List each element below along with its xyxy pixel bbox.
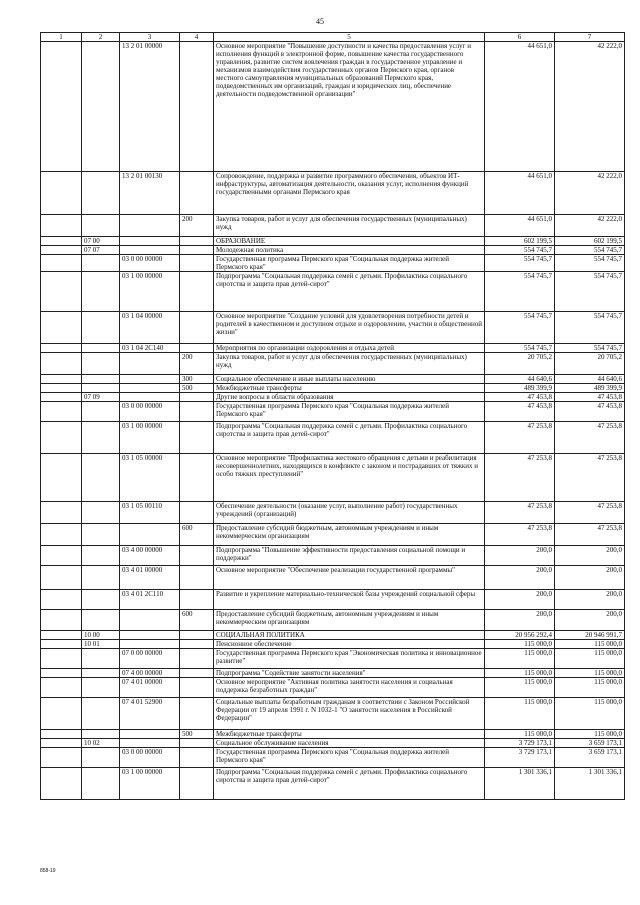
table-row: [41, 678, 625, 698]
target-article-cell: 03 1 05 00000: [120, 454, 180, 502]
amount-2021-cell: 200,0: [555, 566, 625, 590]
section-code-cell: [82, 215, 120, 237]
amount-2020-cell: 47 253,8: [485, 454, 555, 502]
table-row: [41, 739, 625, 748]
target-article-cell: [120, 610, 180, 631]
expense-type-cell: [180, 344, 214, 353]
col-1-cell: [41, 524, 82, 546]
section-code-cell: [82, 649, 120, 669]
target-article-cell: [120, 215, 180, 237]
expense-type-cell: [180, 255, 214, 272]
table-row: [41, 631, 625, 640]
amount-2021-cell: 42 222,0: [555, 215, 625, 237]
expense-type-cell: [180, 698, 214, 730]
table-row: [41, 393, 625, 402]
amount-2021-cell: 554 745,7: [555, 255, 625, 272]
expense-type-cell: 500: [180, 730, 214, 739]
amount-2021-cell: 47 253,8: [555, 422, 625, 454]
description-cell: Государственная программа Пермского края "Социальная поддержка жителей Пермского края": [214, 402, 485, 422]
table-body: [41, 42, 625, 800]
amount-2020-cell: 115 000,0: [485, 698, 555, 730]
expense-type-cell: 300: [180, 375, 214, 384]
amount-2021-cell: 1 301 336,1: [555, 768, 625, 800]
table-row: [41, 353, 625, 375]
section-code-cell: [82, 375, 120, 384]
amount-2020-cell: 47 453,8: [485, 402, 555, 422]
description-cell: Предоставление субсидий бюджетным, автономным учреждениям и иным некоммерческим организациям: [214, 610, 485, 631]
target-article-cell: 03 1 04 2С140: [120, 344, 180, 353]
col-1-cell: [41, 454, 82, 502]
target-article-cell: [120, 524, 180, 546]
target-article-cell: 07 4 00 00000: [120, 669, 180, 678]
amount-2020-cell: 200,0: [485, 566, 555, 590]
amount-2020-cell: 3 729 173,1: [485, 739, 555, 748]
table-row: [41, 590, 625, 610]
amount-2021-cell: 554 745,7: [555, 272, 625, 312]
section-code-cell: [82, 353, 120, 375]
expense-type-cell: 200: [180, 353, 214, 375]
description-cell: Другие вопросы в области образования: [214, 393, 485, 402]
expense-type-cell: [180, 678, 214, 698]
section-code-cell: [82, 610, 120, 631]
description-cell: Предоставление субсидий бюджетным, автономным учреждениям и иным некоммерческим организациям: [214, 524, 485, 546]
description-cell: Государственная программа Пермского края "Социальная поддержка жителей Пермского края": [214, 748, 485, 768]
amount-2020-cell: 554 745,7: [485, 246, 555, 255]
amount-2020-cell: 44 651,0: [485, 172, 555, 215]
section-code-cell: [82, 748, 120, 768]
expense-type-cell: [180, 422, 214, 454]
col-1-cell: [41, 698, 82, 730]
section-code-cell: [82, 502, 120, 524]
table-row: [41, 566, 625, 590]
description-cell: Государственная программа Пермского края "Социальная поддержка жителей Пермского края": [214, 255, 485, 272]
table-row: [41, 640, 625, 649]
col-1-cell: [41, 353, 82, 375]
col-1-cell: [41, 384, 82, 393]
amount-2020-cell: 47 253,8: [485, 502, 555, 524]
footer-code: 858-19: [40, 868, 56, 874]
section-code-cell: [82, 678, 120, 698]
description-cell: Подпрограмма "Повышение эффективности предоставления социальной помощи и поддержки": [214, 546, 485, 566]
amount-2021-cell: 20 946 991,7: [555, 631, 625, 640]
expense-type-cell: [180, 42, 214, 172]
target-article-cell: [120, 640, 180, 649]
description-cell: Закупка товаров, работ и услуг для обеспечения государственных (муниципальных) нужд: [214, 215, 485, 237]
description-cell: ОБРАЗОВАНИЕ: [214, 237, 485, 246]
description-cell: Подпрограмма "Социальная поддержка семей с детьми. Профилактика социального сиротства и защита прав детей-сирот": [214, 272, 485, 312]
description-cell: Межбюджетные трансферты: [214, 384, 485, 393]
section-code-cell: [82, 272, 120, 312]
section-code-cell: [82, 344, 120, 353]
table-row: [41, 312, 625, 344]
expense-type-cell: [180, 454, 214, 502]
col-1-cell: [41, 344, 82, 353]
description-cell: Обеспечение деятельности (оказание услуг, выполнение работ) государственных учреждений (организаций): [214, 502, 485, 524]
amount-2020-cell: 20 705,2: [485, 353, 555, 375]
section-code-cell: [82, 566, 120, 590]
amount-2021-cell: 44 640,6: [555, 375, 625, 384]
amount-2020-cell: 200,0: [485, 610, 555, 631]
table-row: [41, 502, 625, 524]
col-1-cell: [41, 502, 82, 524]
section-code-cell: [82, 768, 120, 800]
expense-type-cell: 500: [180, 384, 214, 393]
target-article-cell: 03 0 00 00000: [120, 255, 180, 272]
table-row: [41, 384, 625, 393]
section-code-cell: [82, 172, 120, 215]
col-1-cell: [41, 312, 82, 344]
col-1-cell: [41, 246, 82, 255]
table-row: [41, 422, 625, 454]
section-code-cell: [82, 255, 120, 272]
expense-type-cell: [180, 748, 214, 768]
target-article-cell: [120, 384, 180, 393]
col-1-cell: [41, 631, 82, 640]
amount-2020-cell: 115 000,0: [485, 640, 555, 649]
section-code-cell: [82, 590, 120, 610]
expense-type-cell: [180, 566, 214, 590]
amount-2021-cell: 115 000,0: [555, 640, 625, 649]
table-row: [41, 730, 625, 739]
col-1-cell: [41, 748, 82, 768]
expense-type-cell: [180, 590, 214, 610]
description-cell: СОЦИАЛЬНАЯ ПОЛИТИКА: [214, 631, 485, 640]
table-header-row: [41, 33, 625, 42]
col-1-cell: [41, 375, 82, 384]
table-row: [41, 454, 625, 502]
section-code-cell: [82, 384, 120, 393]
table-row: [41, 748, 625, 768]
amount-2020-cell: 20 956 292,4: [485, 631, 555, 640]
amount-2020-cell: 489 399,9: [485, 384, 555, 393]
target-article-cell: 03 0 00 00000: [120, 748, 180, 768]
table-row: [41, 215, 625, 237]
section-code-cell: 10 00: [82, 631, 120, 640]
amount-2021-cell: 554 745,7: [555, 344, 625, 353]
amount-2021-cell: 47 253,8: [555, 454, 625, 502]
target-article-cell: 07 0 00 00000: [120, 649, 180, 669]
amount-2020-cell: 115 000,0: [485, 678, 555, 698]
amount-2021-cell: 47 253,8: [555, 502, 625, 524]
amount-2020-cell: 554 745,7: [485, 255, 555, 272]
budget-table-container: [40, 32, 624, 800]
amount-2020-cell: 44 651,0: [485, 215, 555, 237]
col-1-cell: [41, 215, 82, 237]
amount-2020-cell: 554 745,7: [485, 272, 555, 312]
amount-2021-cell: 47 453,8: [555, 393, 625, 402]
expense-type-cell: 200: [180, 215, 214, 237]
description-cell: Социальные выплаты безработным гражданам в соответствии с Законом Российской Федерации от 19 апреля 1991 г. N 1032-1 "О занятости населения в Российской Федерации": [214, 698, 485, 730]
description-cell: Социальное обеспечение и иные выплаты населению: [214, 375, 485, 384]
target-article-cell: 07 4 01 00000: [120, 678, 180, 698]
amount-2020-cell: 47 453,8: [485, 393, 555, 402]
target-article-cell: [120, 730, 180, 739]
section-code-cell: [82, 730, 120, 739]
description-cell: Подпрограмма "Социальная поддержка семей с детьми. Профилактика социального сиротства и защита прав детей-сирот": [214, 768, 485, 800]
expense-type-cell: [180, 393, 214, 402]
col-1-cell: [41, 610, 82, 631]
amount-2020-cell: 44 640,6: [485, 375, 555, 384]
section-code-cell: [82, 402, 120, 422]
description-cell: Подпрограмма "Содействие занятости населения": [214, 669, 485, 678]
description-cell: Основное мероприятие "Активная политика занятости населения и социальная поддержка безработных граждан": [214, 678, 485, 698]
table-row: [41, 698, 625, 730]
table-row: [41, 375, 625, 384]
col-1-cell: [41, 255, 82, 272]
amount-2020-cell: 554 745,7: [485, 312, 555, 344]
column-header-6: 6: [485, 33, 555, 42]
amount-2020-cell: 554 745,7: [485, 344, 555, 353]
col-1-cell: [41, 237, 82, 246]
description-cell: Основное мероприятие "Повышение доступности и качества предоставления услуг и исполнения функций в электронной форме, повышение качества государственного управления, развитие систем вовлечения граждан в государственное управление и механизмов взаимодействия государственных органов Пермского края, органов местного самоуправления муниципальных образований Пермского края, подведомственных им организаций, граждан и юридических лиц, обеспечение деятельности подведомственной организации": [214, 42, 485, 172]
amount-2021-cell: 47 453,8: [555, 402, 625, 422]
description-cell: Государственная программа Пермского края "Экономическая политика и инновационное развитие": [214, 649, 485, 669]
expense-type-cell: [180, 237, 214, 246]
amount-2020-cell: 115 000,0: [485, 730, 555, 739]
amount-2021-cell: 489 399,9: [555, 384, 625, 393]
col-1-cell: [41, 272, 82, 312]
amount-2021-cell: 115 000,0: [555, 669, 625, 678]
section-code-cell: 07 00: [82, 237, 120, 246]
expense-type-cell: [180, 649, 214, 669]
col-1-cell: [41, 678, 82, 698]
target-article-cell: 03 4 01 2С110: [120, 590, 180, 610]
table-row: [41, 524, 625, 546]
amount-2021-cell: 115 000,0: [555, 678, 625, 698]
amount-2021-cell: 20 705,2: [555, 353, 625, 375]
amount-2020-cell: 44 651,0: [485, 42, 555, 172]
col-1-cell: [41, 566, 82, 590]
amount-2021-cell: 3 659 173,1: [555, 748, 625, 768]
section-code-cell: 10 02: [82, 739, 120, 748]
section-code-cell: [82, 698, 120, 730]
amount-2021-cell: 554 745,7: [555, 312, 625, 344]
table-row: [41, 649, 625, 669]
expense-type-cell: [180, 669, 214, 678]
section-code-cell: 07 07: [82, 246, 120, 255]
target-article-cell: 03 1 05 00110: [120, 502, 180, 524]
amount-2021-cell: 554 745,7: [555, 246, 625, 255]
description-cell: Сопровождение, поддержка и развитие программного обеспечения, объектов ИТ-инфраструктуры, автоматизация деятельности, оказания услуг, исполнения функций государственными органами Пермского края: [214, 172, 485, 215]
column-header-2: 2: [82, 33, 120, 42]
section-code-cell: 10 01: [82, 640, 120, 649]
amount-2021-cell: 115 000,0: [555, 730, 625, 739]
target-article-cell: 03 4 01 00000: [120, 566, 180, 590]
description-cell: Мероприятия по организации оздоровления и отдыха детей: [214, 344, 485, 353]
target-article-cell: 13 2 01 00130: [120, 172, 180, 215]
description-cell: Подпрограмма "Социальная поддержка семей с детьми. Профилактика социального сиротства и защита прав детей-сирот": [214, 422, 485, 454]
description-cell: Основное мероприятие "Обеспечение реализации государственной программы": [214, 566, 485, 590]
target-article-cell: [120, 393, 180, 402]
table-row: [41, 42, 625, 172]
expense-type-cell: [180, 172, 214, 215]
target-article-cell: 13 2 01 00000: [120, 42, 180, 172]
budget-table: [40, 32, 625, 800]
table-row: [41, 172, 625, 215]
target-article-cell: 03 1 00 00000: [120, 422, 180, 454]
amount-2020-cell: 47 253,8: [485, 422, 555, 454]
target-article-cell: [120, 375, 180, 384]
target-article-cell: [120, 246, 180, 255]
page-number: 45: [316, 17, 324, 26]
col-1-cell: [41, 640, 82, 649]
amount-2020-cell: 200,0: [485, 546, 555, 566]
column-header-4: 4: [180, 33, 214, 42]
description-cell: Молодежная политика: [214, 246, 485, 255]
expense-type-cell: [180, 631, 214, 640]
expense-type-cell: [180, 739, 214, 748]
expense-type-cell: 600: [180, 524, 214, 546]
col-1-cell: [41, 649, 82, 669]
expense-type-cell: [180, 246, 214, 255]
section-code-cell: [82, 669, 120, 678]
amount-2021-cell: 602 199,5: [555, 237, 625, 246]
column-header-7: 7: [555, 33, 625, 42]
target-article-cell: [120, 631, 180, 640]
amount-2021-cell: 200,0: [555, 590, 625, 610]
target-article-cell: [120, 739, 180, 748]
section-code-cell: [82, 42, 120, 172]
description-cell: Закупка товаров, работ и услуг для обеспечения государственных (муниципальных) нужд: [214, 353, 485, 375]
col-1-cell: [41, 546, 82, 566]
table-row: [41, 255, 625, 272]
target-article-cell: 03 1 00 00000: [120, 768, 180, 800]
expense-type-cell: [180, 402, 214, 422]
section-code-cell: [82, 524, 120, 546]
table-row: [41, 246, 625, 255]
target-article-cell: 03 1 00 00000: [120, 272, 180, 312]
column-header-5: 5: [214, 33, 485, 42]
description-cell: Социальное обслуживание населения: [214, 739, 485, 748]
target-article-cell: 03 1 04 00000: [120, 312, 180, 344]
table-row: [41, 272, 625, 312]
column-header-3: 3: [120, 33, 180, 42]
target-article-cell: 03 4 00 00000: [120, 546, 180, 566]
amount-2020-cell: 602 199,5: [485, 237, 555, 246]
section-code-cell: [82, 546, 120, 566]
expense-type-cell: [180, 768, 214, 800]
expense-type-cell: [180, 272, 214, 312]
section-code-cell: [82, 454, 120, 502]
description-cell: Основное мероприятие "Профилактика жестокого обращения с детьми и реабилитация несовершеннолетних, находящихся в конфликте с законом и пострадавших от тяжких и особо тяжких преступлений": [214, 454, 485, 502]
amount-2021-cell: 115 000,0: [555, 698, 625, 730]
amount-2020-cell: 47 253,8: [485, 524, 555, 546]
table-row: [41, 237, 625, 246]
amount-2021-cell: 47 253,8: [555, 524, 625, 546]
table-row: [41, 768, 625, 800]
expense-type-cell: [180, 502, 214, 524]
col-1-cell: [41, 42, 82, 172]
amount-2020-cell: 1 301 336,1: [485, 768, 555, 800]
target-article-cell: [120, 353, 180, 375]
expense-type-cell: [180, 312, 214, 344]
col-1-cell: [41, 669, 82, 678]
section-code-cell: 07 09: [82, 393, 120, 402]
description-cell: Развитие и укрепление материально-технической базы учреждений социальной сферы: [214, 590, 485, 610]
table-row: [41, 402, 625, 422]
col-1-cell: [41, 393, 82, 402]
table-row: [41, 546, 625, 566]
col-1-cell: [41, 402, 82, 422]
col-1-cell: [41, 739, 82, 748]
description-cell: Основное мероприятие "Создание условий для удовлетворения потребности детей и родителей в качественном и доступном отдыхе и оздоровлении, участии в общественной жизни": [214, 312, 485, 344]
section-code-cell: [82, 312, 120, 344]
description-cell: Межбюджетные трансферты: [214, 730, 485, 739]
amount-2020-cell: 200,0: [485, 590, 555, 610]
amount-2020-cell: 3 729 173,1: [485, 748, 555, 768]
amount-2020-cell: 115 000,0: [485, 669, 555, 678]
table-row: [41, 669, 625, 678]
amount-2021-cell: 200,0: [555, 610, 625, 631]
expense-type-cell: [180, 546, 214, 566]
section-code-cell: [82, 422, 120, 454]
col-1-cell: [41, 730, 82, 739]
amount-2020-cell: 115 000,0: [485, 649, 555, 669]
col-1-cell: [41, 422, 82, 454]
target-article-cell: 07 4 01 52900: [120, 698, 180, 730]
table-row: [41, 344, 625, 353]
description-cell: Пенсионное обеспечение: [214, 640, 485, 649]
amount-2021-cell: 3 659 173,1: [555, 739, 625, 748]
amount-2021-cell: 115 000,0: [555, 649, 625, 669]
expense-type-cell: [180, 640, 214, 649]
column-header-1: 1: [41, 33, 82, 42]
amount-2021-cell: 42 222,0: [555, 172, 625, 215]
amount-2021-cell: 42 222,0: [555, 42, 625, 172]
amount-2021-cell: 200,0: [555, 546, 625, 566]
target-article-cell: [120, 237, 180, 246]
col-1-cell: [41, 172, 82, 215]
col-1-cell: [41, 768, 82, 800]
col-1-cell: [41, 590, 82, 610]
expense-type-cell: 600: [180, 610, 214, 631]
table-row: [41, 610, 625, 631]
target-article-cell: 03 0 00 00000: [120, 402, 180, 422]
